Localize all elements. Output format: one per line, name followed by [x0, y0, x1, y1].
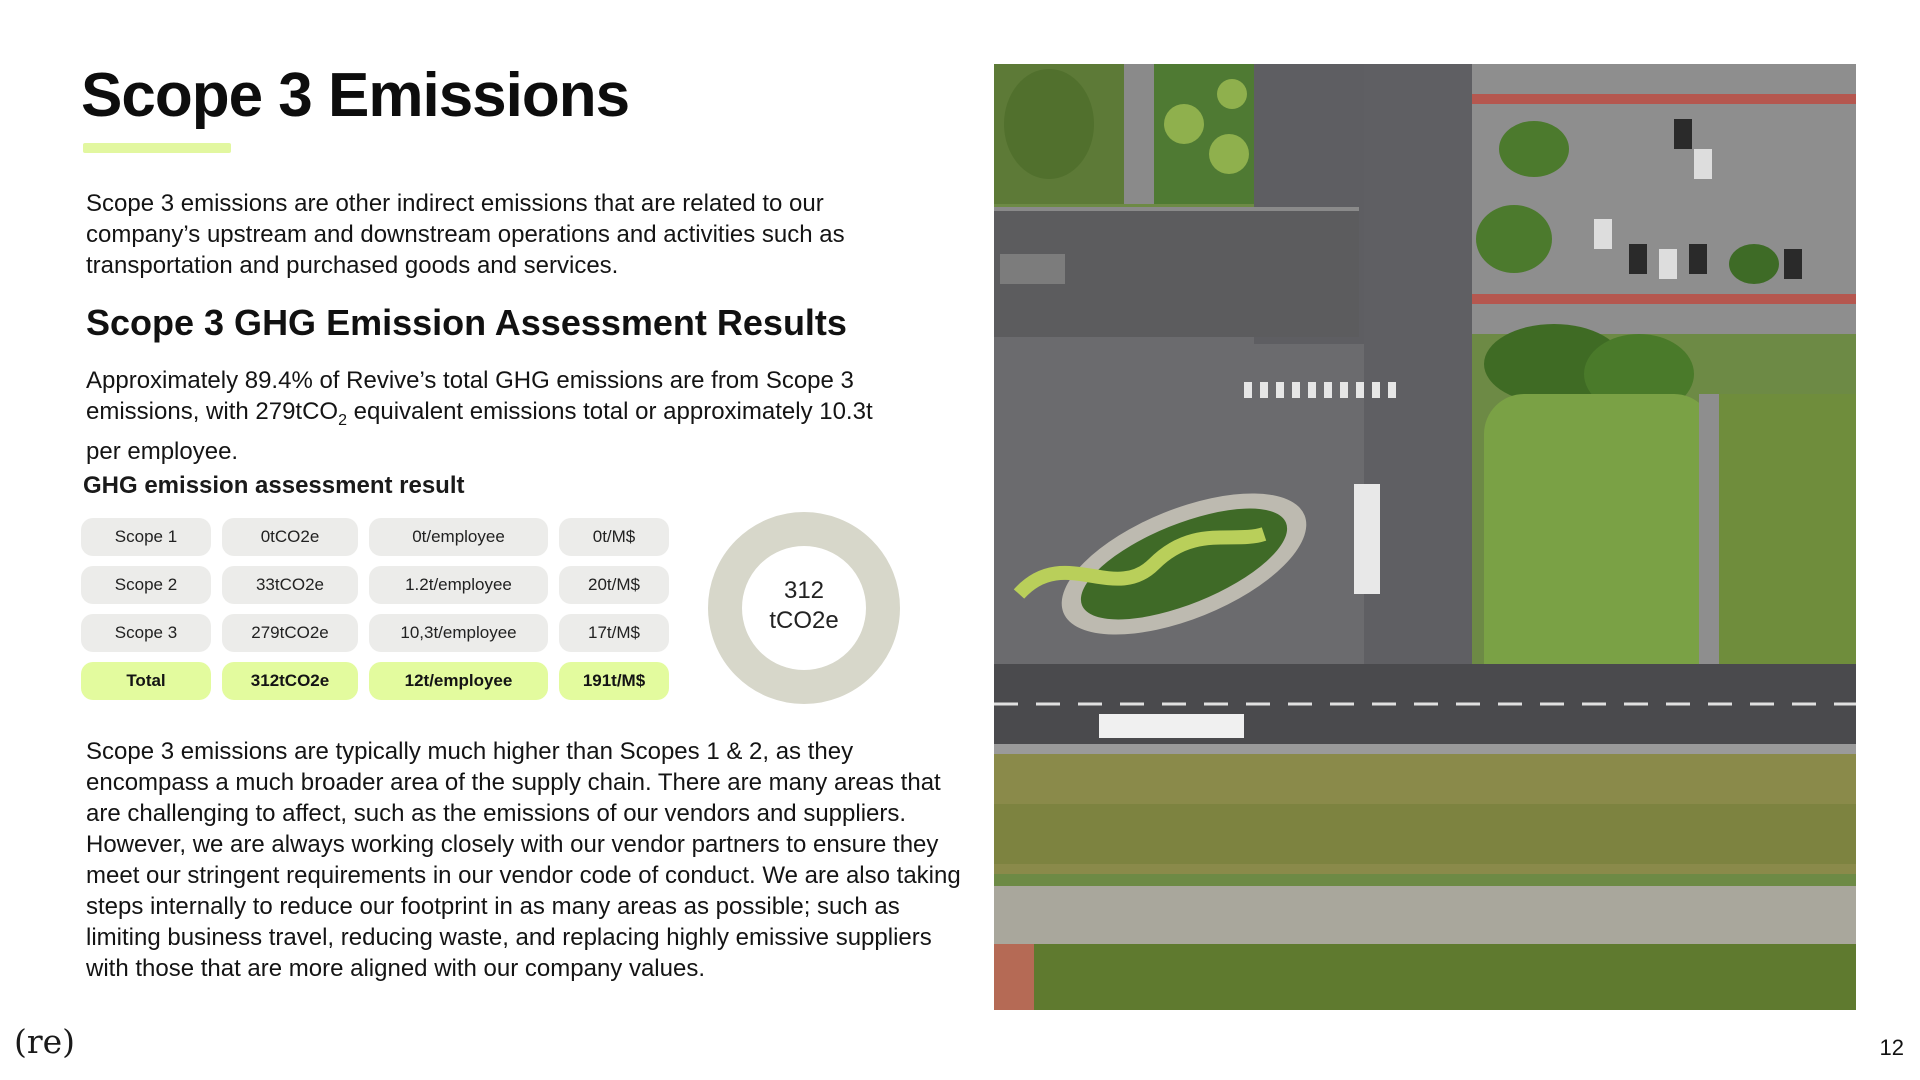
- row-total: 279tCO2e: [222, 614, 358, 652]
- row-label: Total: [81, 662, 211, 700]
- row-per-revenue: 20t/M$: [559, 566, 669, 604]
- summary-part2: equivalent emissions total or approximately 10.3t per employee.: [86, 398, 873, 465]
- page-title: Scope 3 Emissions: [81, 61, 630, 130]
- page-number: 12: [1879, 1035, 1904, 1060]
- title-underline: [83, 143, 231, 153]
- row-label: Scope 2: [81, 566, 211, 604]
- donut-unit: tCO2e: [769, 607, 839, 634]
- summary-part1: Approximately 89.4% of Revive’s total GHG emissions are from Scope 3 emissions, with 279tCO: [86, 367, 854, 425]
- row-label: Scope 1: [81, 518, 211, 556]
- row-per-employee: 0t/employee: [369, 518, 548, 556]
- row-per-employee: 10,3t/employee: [369, 614, 548, 652]
- row-total: 312tCO2e: [222, 662, 358, 700]
- row-per-revenue: 0t/M$: [559, 518, 669, 556]
- body-paragraph: Scope 3 emissions are typically much higher than Scopes 1 & 2, as they encompass a much broader area of the supply chain. There are many areas that are challenging to affect, such as the emissions of our vendors and suppliers. However, we are always working closely with our vendor partners to ensure they meet our stringent requirements in our vendor code of conduct. We are also taking steps internally to reduce our footprint in as many areas as possible; such as limiting business travel, reducing waste, and replacing highly emissive suppliers with those that are more aligned with our company values.: [86, 738, 961, 982]
- row-per-revenue: 191t/M$: [559, 662, 669, 700]
- table-row-total: [81, 662, 669, 700]
- donut-label: [708, 576, 900, 636]
- section-heading: Scope 3 GHG Emission Assessment Results: [86, 302, 847, 343]
- row-per-employee: 1.2t/employee: [369, 566, 548, 604]
- ghg-table: [81, 518, 669, 710]
- table-heading: GHG emission assessment result: [83, 472, 465, 499]
- table-row: [81, 518, 669, 556]
- row-total: 33tCO2e: [222, 566, 358, 604]
- row-per-revenue: 17t/M$: [559, 614, 669, 652]
- aerial-photo: [994, 64, 1856, 1010]
- summary-paragraph: [86, 365, 906, 467]
- row-per-employee: 12t/employee: [369, 662, 548, 700]
- table-row: [81, 614, 669, 652]
- aerial-photo-illustration: [994, 64, 1856, 1010]
- donut-value: 312: [783, 577, 825, 604]
- row-total: 0tCO2e: [222, 518, 358, 556]
- row-label: Scope 3: [81, 614, 211, 652]
- company-logo: (re): [14, 1022, 76, 1061]
- summary-subscript: 2: [338, 411, 347, 429]
- intro-paragraph: Scope 3 emissions are other indirect emissions that are related to our company’s upstream and downstream operations and activities such as transportation and purchased goods and services.: [86, 190, 845, 279]
- table-row: [81, 566, 669, 604]
